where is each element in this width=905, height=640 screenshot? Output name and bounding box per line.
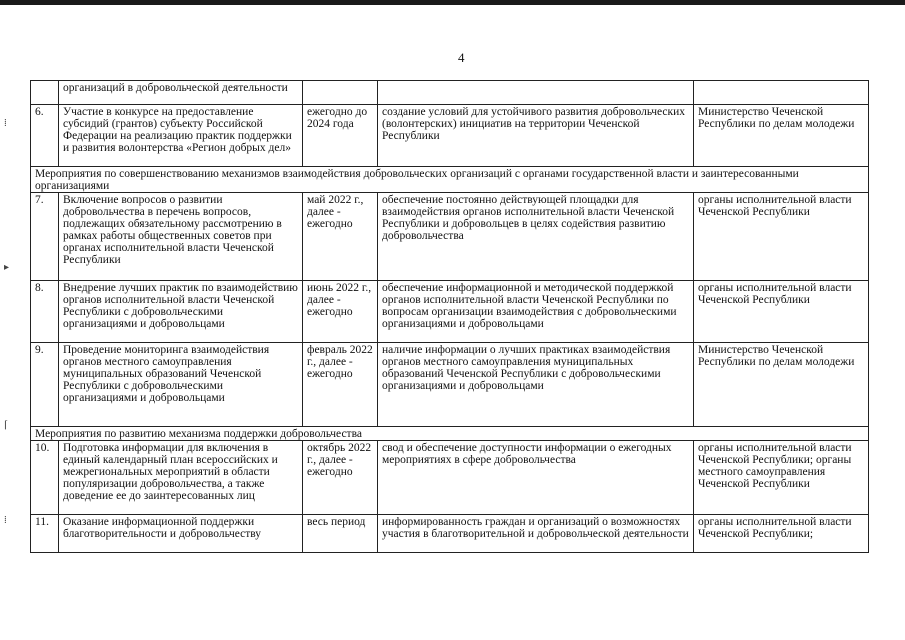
margin-mark: ⁞ xyxy=(4,515,7,526)
cell-num: 6. xyxy=(31,105,59,167)
cell-responsible: органы исполнительной власти Чеченской Республики; органы местного самоуправления Чеченской Республики xyxy=(694,441,869,515)
table-row xyxy=(31,81,869,105)
cell-responsible xyxy=(694,81,869,105)
page-number: 4 xyxy=(458,50,465,65)
section-title: Мероприятия по совершенствованию механизмов взаимодействия добровольческих организаций с органами государственной власти и заинтересованными организациями xyxy=(31,167,869,193)
cell-result: информированность граждан и организаций о возможностях участия в благотворительной и добровольческой деятельности xyxy=(378,515,694,553)
table-row xyxy=(31,441,869,515)
table-row xyxy=(31,343,869,427)
cell-result xyxy=(378,81,694,105)
cell-result: обеспечение информационной и методической поддержкой органов исполнительной власти Чеченской Республики по вопросам организации взаимодействия с добровольческими организациями и добровольцами xyxy=(378,281,694,343)
cell-event: Подготовка информации для включения в единый календарный план всероссийских и межрегиональных мероприятий в области популяризации добровольчества, а также доведение ее до заинтересованных лиц xyxy=(59,441,303,515)
cell-responsible: Министерство Чеченской Республики по делам молодежи xyxy=(694,105,869,167)
table-row xyxy=(31,105,869,167)
cell-num: 7. xyxy=(31,193,59,281)
cell-result: создание условий для устойчивого развития добровольческих (волонтерских) инициатив на территории Чеченской Республики xyxy=(378,105,694,167)
measures-table xyxy=(30,80,869,553)
table-row xyxy=(31,515,869,553)
cell-event: организаций в добровольческой деятельности xyxy=(59,81,303,105)
table-row xyxy=(31,281,869,343)
cell-event: Внедрение лучших практик по взаимодействию органов исполнительной власти Чеченской Республики с добровольческими организациями и добровольцами xyxy=(59,281,303,343)
cell-num: 8. xyxy=(31,281,59,343)
cell-result: наличие информации о лучших практиках взаимодействия органов местного самоуправления муниципальных образований Чеченской Республики с добровольческими организациями и добровольцами xyxy=(378,343,694,427)
cell-event: Оказание информационной поддержки благотворительности и добровольчеству xyxy=(59,515,303,553)
cell-term: июнь 2022 г., далее - ежегодно xyxy=(303,281,378,343)
cell-term: ежегодно до 2024 года xyxy=(303,105,378,167)
cell-term: февраль 2022 г., далее - ежегодно xyxy=(303,343,378,427)
cell-num: 10. xyxy=(31,441,59,515)
table-row xyxy=(31,193,869,281)
cell-term: весь период xyxy=(303,515,378,553)
margin-mark: ⁞ xyxy=(4,118,7,129)
cell-num: 11. xyxy=(31,515,59,553)
margin-mark: ⌈ xyxy=(4,420,8,431)
cell-result: обеспечение постоянно действующей площадки для взаимодействия органов исполнительной власти Чеченской Республики и добровольцев в целях содействия развитию добровольчества xyxy=(378,193,694,281)
section-header-row xyxy=(31,427,869,441)
cell-result: свод и обеспечение доступности информации о ежегодных мероприятиях в сфере добровольчества xyxy=(378,441,694,515)
cell-num xyxy=(31,81,59,105)
margin-mark: ▸ xyxy=(4,262,10,273)
scan-top-border xyxy=(0,0,905,5)
cell-responsible: органы исполнительной власти Чеченской Республики xyxy=(694,193,869,281)
cell-num: 9. xyxy=(31,343,59,427)
cell-responsible: органы исполнительной власти Чеченской Республики; xyxy=(694,515,869,553)
cell-responsible: Министерство Чеченской Республики по делам молодежи xyxy=(694,343,869,427)
cell-event: Участие в конкурсе на предоставление субсидий (грантов) субъекту Российской Федерации на реализацию практик поддержки и развития волонтерства «Регион добрых дел» xyxy=(59,105,303,167)
cell-term: октябрь 2022 г., далее - ежегодно xyxy=(303,441,378,515)
cell-responsible: органы исполнительной власти Чеченской Республики xyxy=(694,281,869,343)
section-title: Мероприятия по развитию механизма поддержки добровольчества xyxy=(31,427,869,441)
cell-term xyxy=(303,81,378,105)
cell-event: Включение вопросов о развитии добровольчества в перечень вопросов, подлежащих обязательному рассмотрению в рамках работы общественных советов при органах исполнительной власти Чеченской Республики xyxy=(59,193,303,281)
cell-event: Проведение мониторинга взаимодействия органов местного самоуправления муниципальных образований Чеченской Республики с добровольческими организациями и добровольцами xyxy=(59,343,303,427)
section-header-row xyxy=(31,167,869,193)
cell-term: май 2022 г., далее - ежегодно xyxy=(303,193,378,281)
